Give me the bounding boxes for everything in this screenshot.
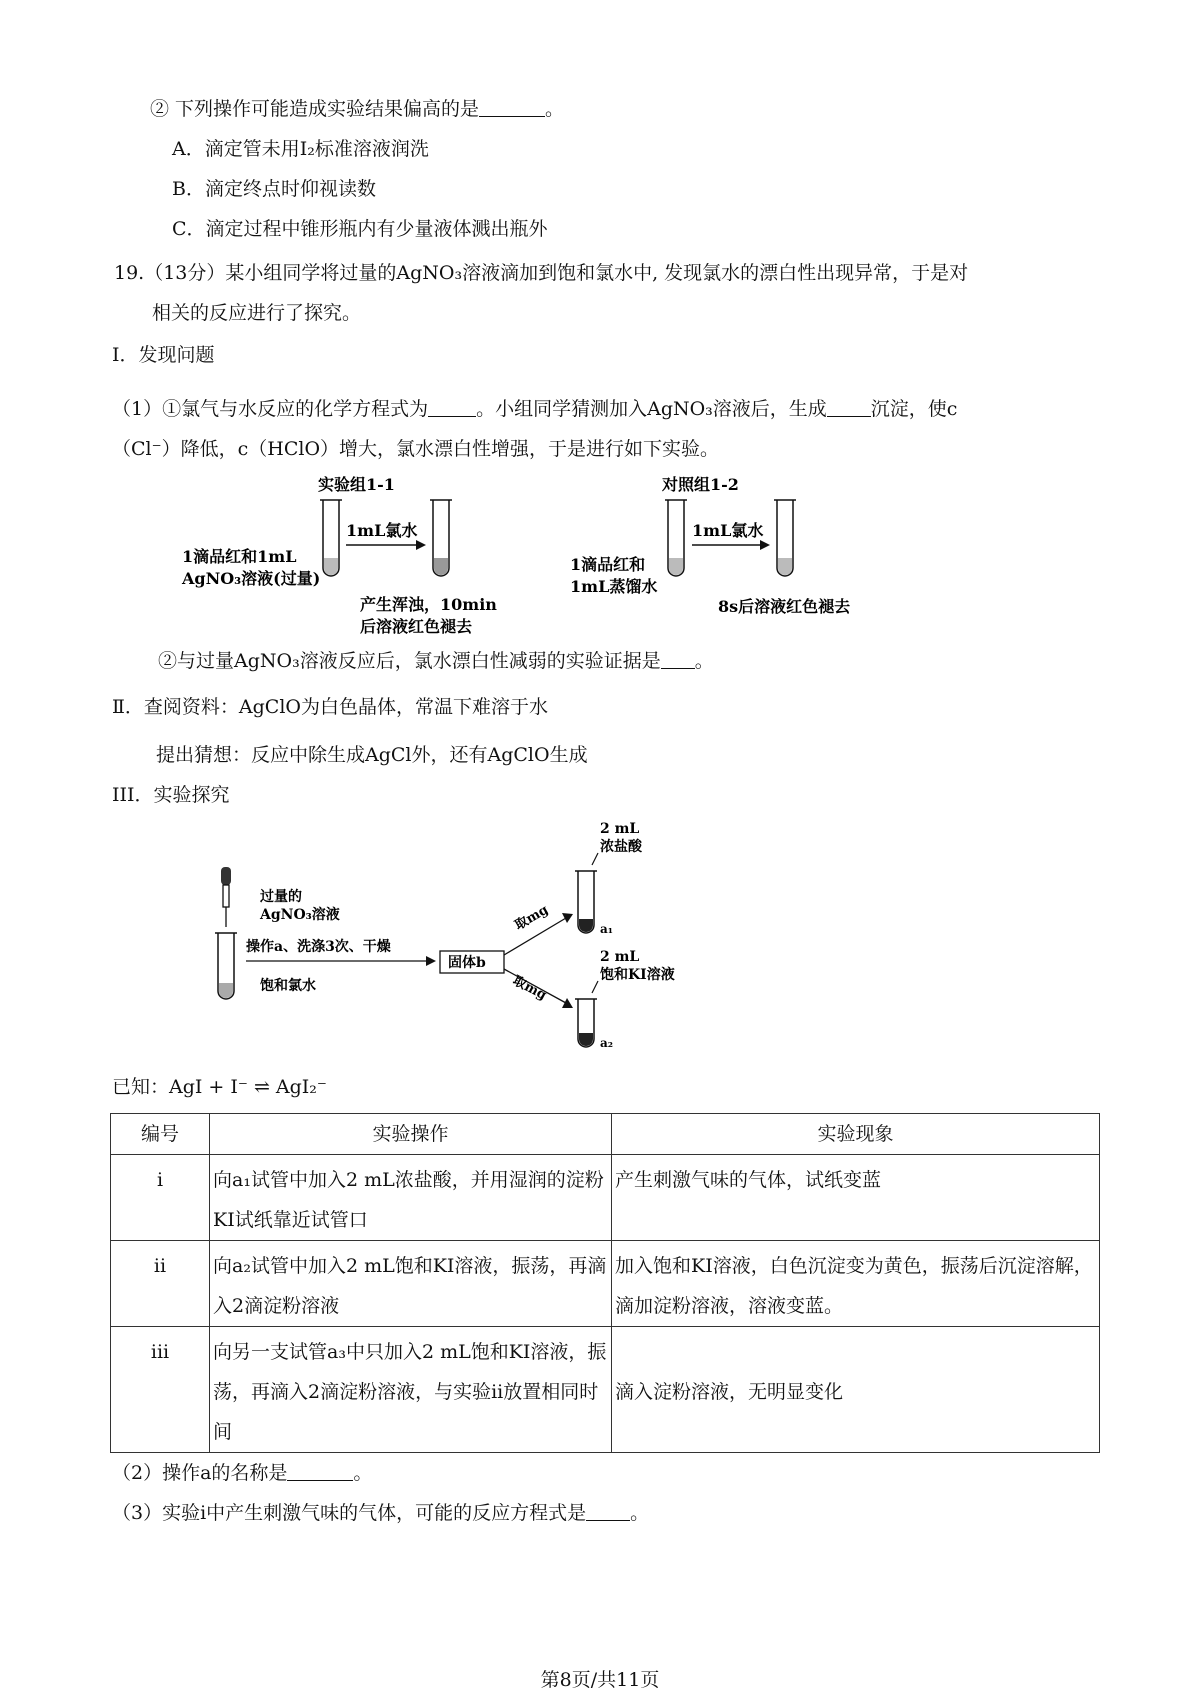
q18-option-b: B．滴定终点时仰视读数	[172, 178, 376, 200]
table-row	[111, 1155, 1100, 1241]
top-reagent-1: 2 mL	[600, 821, 640, 837]
test-tube-icon	[774, 500, 796, 576]
row-observation: 滴入淀粉溶液，无明显变化	[612, 1327, 1100, 1453]
q19-intro-line2: 相关的反应进行了探究。	[152, 302, 362, 324]
group2-left-label-1: 1滴品红和	[570, 555, 646, 574]
header-operation: 实验操作	[210, 1114, 612, 1155]
table-row	[111, 1327, 1100, 1453]
answer-blank[interactable]	[479, 98, 545, 117]
part3-end: 。	[630, 1502, 650, 1524]
header-number: 编号	[111, 1114, 210, 1155]
bottom-reagent-1: 2 mL	[600, 949, 640, 965]
page-footer: 第8页/共11页	[540, 1669, 660, 1691]
tube-a2-label: a₂	[600, 1036, 614, 1050]
solid-b-label: 固体b	[448, 955, 486, 971]
test-tube-icon	[430, 500, 452, 576]
take-mg-upper: 取mg	[512, 902, 552, 934]
row-operation: 向a₂试管中加入2 mL饱和KI溶液，振荡，再滴入2滴淀粉溶液	[210, 1241, 612, 1327]
q19-part1-line2: （Cl⁻）降低，c（HClO）增大，氯水漂白性增强，于是进行如下实验。	[112, 438, 720, 460]
q19-intro-line1: 19.（13分）某小组同学将过量的AgNO₃溶液滴加到饱和氯水中, 发现氯水的漂白性出现异常，于是对	[114, 262, 969, 284]
answer-blank[interactable]	[586, 1502, 630, 1521]
group1-title: 实验组1-1	[318, 475, 395, 494]
answer-blank[interactable]	[827, 398, 871, 417]
hypothesis-text: 提出猜想：反应中除生成AgCl外，还有AgClO生成	[156, 744, 588, 766]
p1-q2-end: 。	[694, 650, 714, 672]
figure-experiment-groups	[170, 470, 910, 640]
answer-blank[interactable]	[287, 1462, 353, 1481]
table-row	[111, 1241, 1100, 1327]
row-operation: 向另一支试管a₃中只加入2 mL饱和KI溶液，振荡，再滴入2滴淀粉溶液，与实验ii放置相同时间	[210, 1327, 612, 1453]
section-2-heading: Ⅱ．查阅资料：AgClO为白色晶体，常温下难溶于水	[112, 696, 548, 718]
dropper-icon	[221, 867, 231, 927]
q19-part3	[112, 1502, 649, 1525]
bottom-reagent-2: 饱和KI溶液	[600, 967, 675, 983]
answer-blank[interactable]	[428, 398, 476, 417]
q18-option-a: A．滴定管未用I₂标准溶液润洗	[172, 138, 429, 160]
table-header-row	[111, 1114, 1100, 1155]
p1-text-c: 沉淀，使c	[870, 398, 958, 420]
part2-text: （2）操作a的名称是	[112, 1462, 288, 1484]
group1-left-label-1: 1滴品红和1mL	[182, 547, 297, 566]
p1-text-a: （1）①氯气与水反应的化学方程式为	[112, 398, 429, 420]
q18-option-c: C．滴定过程中锥形瓶内有少量液体溅出瓶外	[172, 218, 548, 240]
row-observation: 加入饱和KI溶液，白色沉淀变为黄色，振荡后沉淀溶解，滴加淀粉溶液，溶液变蓝。	[612, 1241, 1100, 1327]
take-mg-lower: 取mg	[510, 973, 549, 1004]
row-number: iii	[111, 1327, 210, 1453]
group1-left-label-2: AgNO₃溶液(过量)	[182, 569, 321, 588]
part2-end: 。	[353, 1462, 373, 1484]
group1-result-1: 产生浑浊，10min	[360, 595, 497, 614]
test-tube-icon	[575, 871, 597, 933]
q18-sub2	[150, 98, 564, 121]
q18-sub2-end: 。	[545, 98, 565, 120]
group2-arrow-label: 1mL氯水	[692, 521, 764, 540]
row-observation: 产生刺激气味的气体，试纸变蓝	[612, 1155, 1100, 1241]
test-tube-icon	[215, 933, 237, 999]
experiment-table	[110, 1113, 1100, 1453]
dropper-label-1: 过量的	[260, 889, 302, 905]
test-tube-icon	[575, 999, 597, 1047]
source-tube-label: 饱和氯水	[260, 978, 316, 994]
part3-text: （3）实验i中产生刺激气味的气体，可能的反应方程式是	[112, 1502, 587, 1524]
figure-exploration-flow	[200, 815, 720, 1055]
header-observation: 实验现象	[612, 1114, 1100, 1155]
row-number: ii	[111, 1241, 210, 1327]
tube-a1-label: a₁	[600, 922, 614, 936]
group2-left-label-2: 1mL蒸馏水	[570, 577, 658, 596]
answer-blank[interactable]	[661, 650, 695, 669]
known-equation: 已知：AgI + I⁻ ⇌ AgI₂⁻	[112, 1076, 327, 1098]
group2-result: 8s后溶液红色褪去	[718, 597, 851, 616]
p1-q2-text: ②与过量AgNO₃溶液反应后，氯水漂白性减弱的实验证据是	[158, 650, 661, 672]
row-operation: 向a₁试管中加入2 mL浓盐酸，并用湿润的淀粉KI试纸靠近试管口	[210, 1155, 612, 1241]
operation-label: 操作a、洗涤3次、干燥	[246, 939, 391, 955]
test-tube-icon	[320, 500, 342, 576]
section-3-heading: III．实验探究	[112, 784, 230, 806]
test-tube-icon	[665, 500, 687, 576]
top-reagent-2: 浓盐酸	[600, 839, 642, 855]
row-number: i	[111, 1155, 210, 1241]
group2-title: 对照组1-2	[662, 475, 739, 494]
q19-part1-q2	[158, 650, 714, 673]
group1-result-2: 后溶液红色褪去	[360, 617, 473, 636]
p1-text-b: 。小组同学猜测加入AgNO₃溶液后，生成	[476, 398, 827, 420]
q19-part2	[112, 1462, 372, 1485]
section-1-heading: I．发现问题	[112, 344, 215, 366]
dropper-label-2: AgNO₃溶液	[260, 907, 340, 923]
q19-part1-line1	[112, 398, 957, 421]
group1-arrow-label: 1mL氯水	[346, 521, 418, 540]
q18-sub2-text: ② 下列操作可能造成实验结果偏高的是	[150, 98, 480, 120]
